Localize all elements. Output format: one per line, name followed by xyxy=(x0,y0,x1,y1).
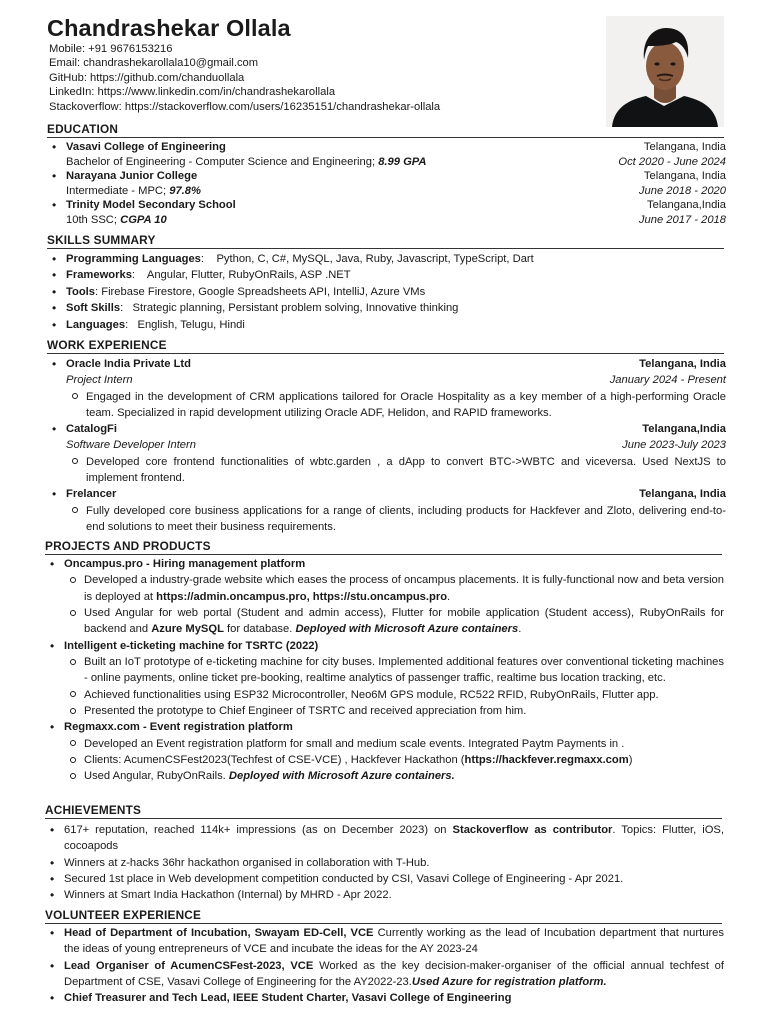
job-point: Developed core frontend functionalities of wbtc.garden , a dApp to convert BTC->WBTC and viceversa. Used NextJS to implement frontend. xyxy=(47,454,726,487)
degree: Bachelor of Engineering - Computer Science and Engineering; xyxy=(66,155,379,168)
project-item xyxy=(45,719,724,784)
skill-item: • Soft Skills: Strategic planning, Persistant problem solving, Innovative thinking xyxy=(47,300,726,316)
job-role: Software Developer Intern xyxy=(66,439,196,452)
achievements-section xyxy=(45,822,724,903)
education-heading: EDUCATION xyxy=(47,122,724,138)
job-point: Fully developed core business applications for a range of clients, including products for Hackfever and Zloto, delivering end-to-end solutions to meet their business requirements. xyxy=(47,503,726,536)
school-location: Telangana,India xyxy=(647,199,726,212)
project-point: Developed an Event registration platform for small and medium scale events. Integrated Paytm Payments in . xyxy=(45,736,724,752)
contact-mobile: Mobile: +91 9676153216 xyxy=(49,43,173,55)
job-org: • Frelancer xyxy=(66,488,117,501)
contact-github[interactable]: GitHub: https://github.com/chanduollala xyxy=(49,71,245,84)
dates: June 2018 - 2020 xyxy=(638,184,726,197)
job-org: • CatalogFi xyxy=(66,423,117,436)
education-item xyxy=(47,169,726,198)
volunteer-heading: VOLUNTEER EXPERIENCE xyxy=(45,908,722,924)
job-item xyxy=(47,486,726,535)
work-heading: WORK EXPERIENCE xyxy=(47,338,724,354)
education-item xyxy=(47,198,726,227)
job-role: Project Intern xyxy=(66,374,133,387)
project-point: Clients: AcumenCSFest2023(Techfest of CSE-VCE) , Hackfever Hackathon (https://hackfever.regmaxx.com) xyxy=(45,752,724,768)
school-name: • Vasavi College of Engineering xyxy=(66,141,226,153)
score: CGPA 10 xyxy=(120,213,167,226)
project-point: Built an IoT prototype of e-ticketing machine for city buses. Implemented additional features over conventional ticketing machines - online payments, online ticket pre-booking, realtime analytics of passenger traffic, realtime bus location tracking, etc. xyxy=(45,654,724,687)
project-name: Regmaxx.com - Event registration platform xyxy=(64,721,293,734)
score: 97.8% xyxy=(169,184,201,197)
skill-item: • Tools: Firebase Firestore, Google Spreadsheets API, IntelliJ, Azure VMs xyxy=(47,284,726,300)
job-item xyxy=(47,421,726,486)
skill-item: • Programming Languages: Python, C, C#, MySQL, Java, Ruby, Javascript, TypeScript, Dart xyxy=(47,251,726,267)
resume-name: Chandrashekar Ollala xyxy=(47,15,291,41)
job-location: Telangana, India xyxy=(639,358,726,370)
degree: Intermediate - MPC; xyxy=(66,184,170,197)
projects-section xyxy=(45,556,724,785)
projects-heading: PROJECTS AND PRODUCTS xyxy=(45,539,722,555)
skill-item: • Languages: English, Telugu, Hindi xyxy=(47,317,726,333)
project-point: Used Angular for web portal (Student and admin access), Flutter for mobile application (Student access), RubyOnRails for backend and Azure MySQL for database. Deployed with Microsoft Azure containers. xyxy=(45,605,724,638)
project-name: Intelligent e-ticketing machine for TSRTC (2022) xyxy=(64,639,319,652)
volunteer-item: • Chief Treasurer and Tech Lead, IEEE Student Charter, Vasavi College of Engineering xyxy=(45,990,724,1006)
achievement-item: • Winners at Smart India Hackathon (Internal) by MHRD - Apr 2022. xyxy=(45,887,724,903)
project-point: Presented the prototype to Chief Engineer of TSRTC and received appreciation from him. xyxy=(45,703,724,719)
achievement-item: • 617+ reputation, reached 114k+ impressions (as on December 2023) on Stackoverflow as contributor. Topics: Flutter, iOS, cocoapods xyxy=(45,822,724,855)
achievement-item: • Secured 1st place in Web development competition conducted by CSI, Vasavi College of Engineering - Apr 2021. xyxy=(45,871,724,887)
job-location: Telangana,India xyxy=(642,423,726,436)
contact-linkedin[interactable]: LinkedIn: https://www.linkedin.com/in/chandrashekarollala xyxy=(49,86,336,99)
contact-info xyxy=(49,42,440,114)
contact-stackoverflow[interactable]: Stackoverflow: https://stackoverflow.com/users/16235151/chandrashekar-ollala xyxy=(49,100,441,113)
skills-heading: SKILLS SUMMARY xyxy=(47,233,724,249)
job-point: Engaged in the development of CRM applications tailored for Oracle Hospitality as a key member of a high-performing Oracle team. Specialized in rapid development utilizing Oracle ADF, Helidon, and RAPID frameworks. xyxy=(47,389,726,422)
work-section xyxy=(47,356,726,535)
achievements-heading: ACHIEVEMENTS xyxy=(45,803,722,819)
school-location: Telangana, India xyxy=(643,141,726,153)
school-name: • Trinity Model Secondary School xyxy=(66,199,236,212)
volunteer-section xyxy=(45,925,724,1007)
profile-photo-image xyxy=(606,16,724,127)
dates: Oct 2020 - June 2024 xyxy=(618,155,726,168)
job-dates: January 2024 - Present xyxy=(609,374,726,387)
project-item xyxy=(45,638,724,720)
volunteer-item: • Head of Department of Incubation, Swayam ED-Cell, VCE Currently working as the lead of Incubation department that nurtures the ideas of young entrepreneurs of VCE and incubate the ideas for the AY 2023-24 xyxy=(45,925,724,958)
project-name: Oncampus.pro - Hiring management platform xyxy=(64,558,306,570)
project-point: Used Angular, RubyOnRails. Deployed with Microsoft Azure containers. xyxy=(45,768,724,784)
job-location: Telangana, India xyxy=(639,488,726,501)
dates: June 2017 - 2018 xyxy=(638,213,726,226)
project-point: Developed a industry-grade website which eases the process of oncampus placements. It is fully-functional now and beta version is deployed at https://admin.oncampus.pro, https://stu.oncampus.pro. xyxy=(45,572,724,605)
project-point: Achieved functionalities using ESP32 Microcontroller, Neo6M GPS module, RC522 RFID, RubyOnRails, Flutter app. xyxy=(45,687,724,703)
score: 8.99 GPA xyxy=(378,155,427,168)
achievement-item: • Winners at z-hacks 36hr hackathon organised in collaboration with T-Hub. xyxy=(45,855,724,871)
education-section xyxy=(47,140,726,228)
volunteer-item: • Lead Organiser of AcumenCSFest-2023, VCE Worked as the key decision-maker-organiser of the official annual techfest of Department of CSE, Vasavi College of Engineering for the AY2022-23.Used Azure for registration platform. xyxy=(45,958,724,991)
job-org: • Oracle India Private Ltd xyxy=(66,358,191,370)
project-item xyxy=(45,556,724,638)
degree: 10th SSC; xyxy=(66,213,121,226)
contact-email[interactable]: Email: chandrashekarollala10@gmail.com xyxy=(49,57,259,70)
school-name: • Narayana Junior College xyxy=(66,170,198,183)
profile-photo xyxy=(606,16,724,127)
job-dates: June 2023-July 2023 xyxy=(622,439,726,452)
school-location: Telangana, India xyxy=(643,170,726,183)
education-item xyxy=(47,140,726,169)
job-item xyxy=(47,356,726,421)
skills-section xyxy=(47,251,726,333)
skill-item: • Frameworks: Angular, Flutter, RubyOnRails, ASP .NET xyxy=(47,267,726,283)
